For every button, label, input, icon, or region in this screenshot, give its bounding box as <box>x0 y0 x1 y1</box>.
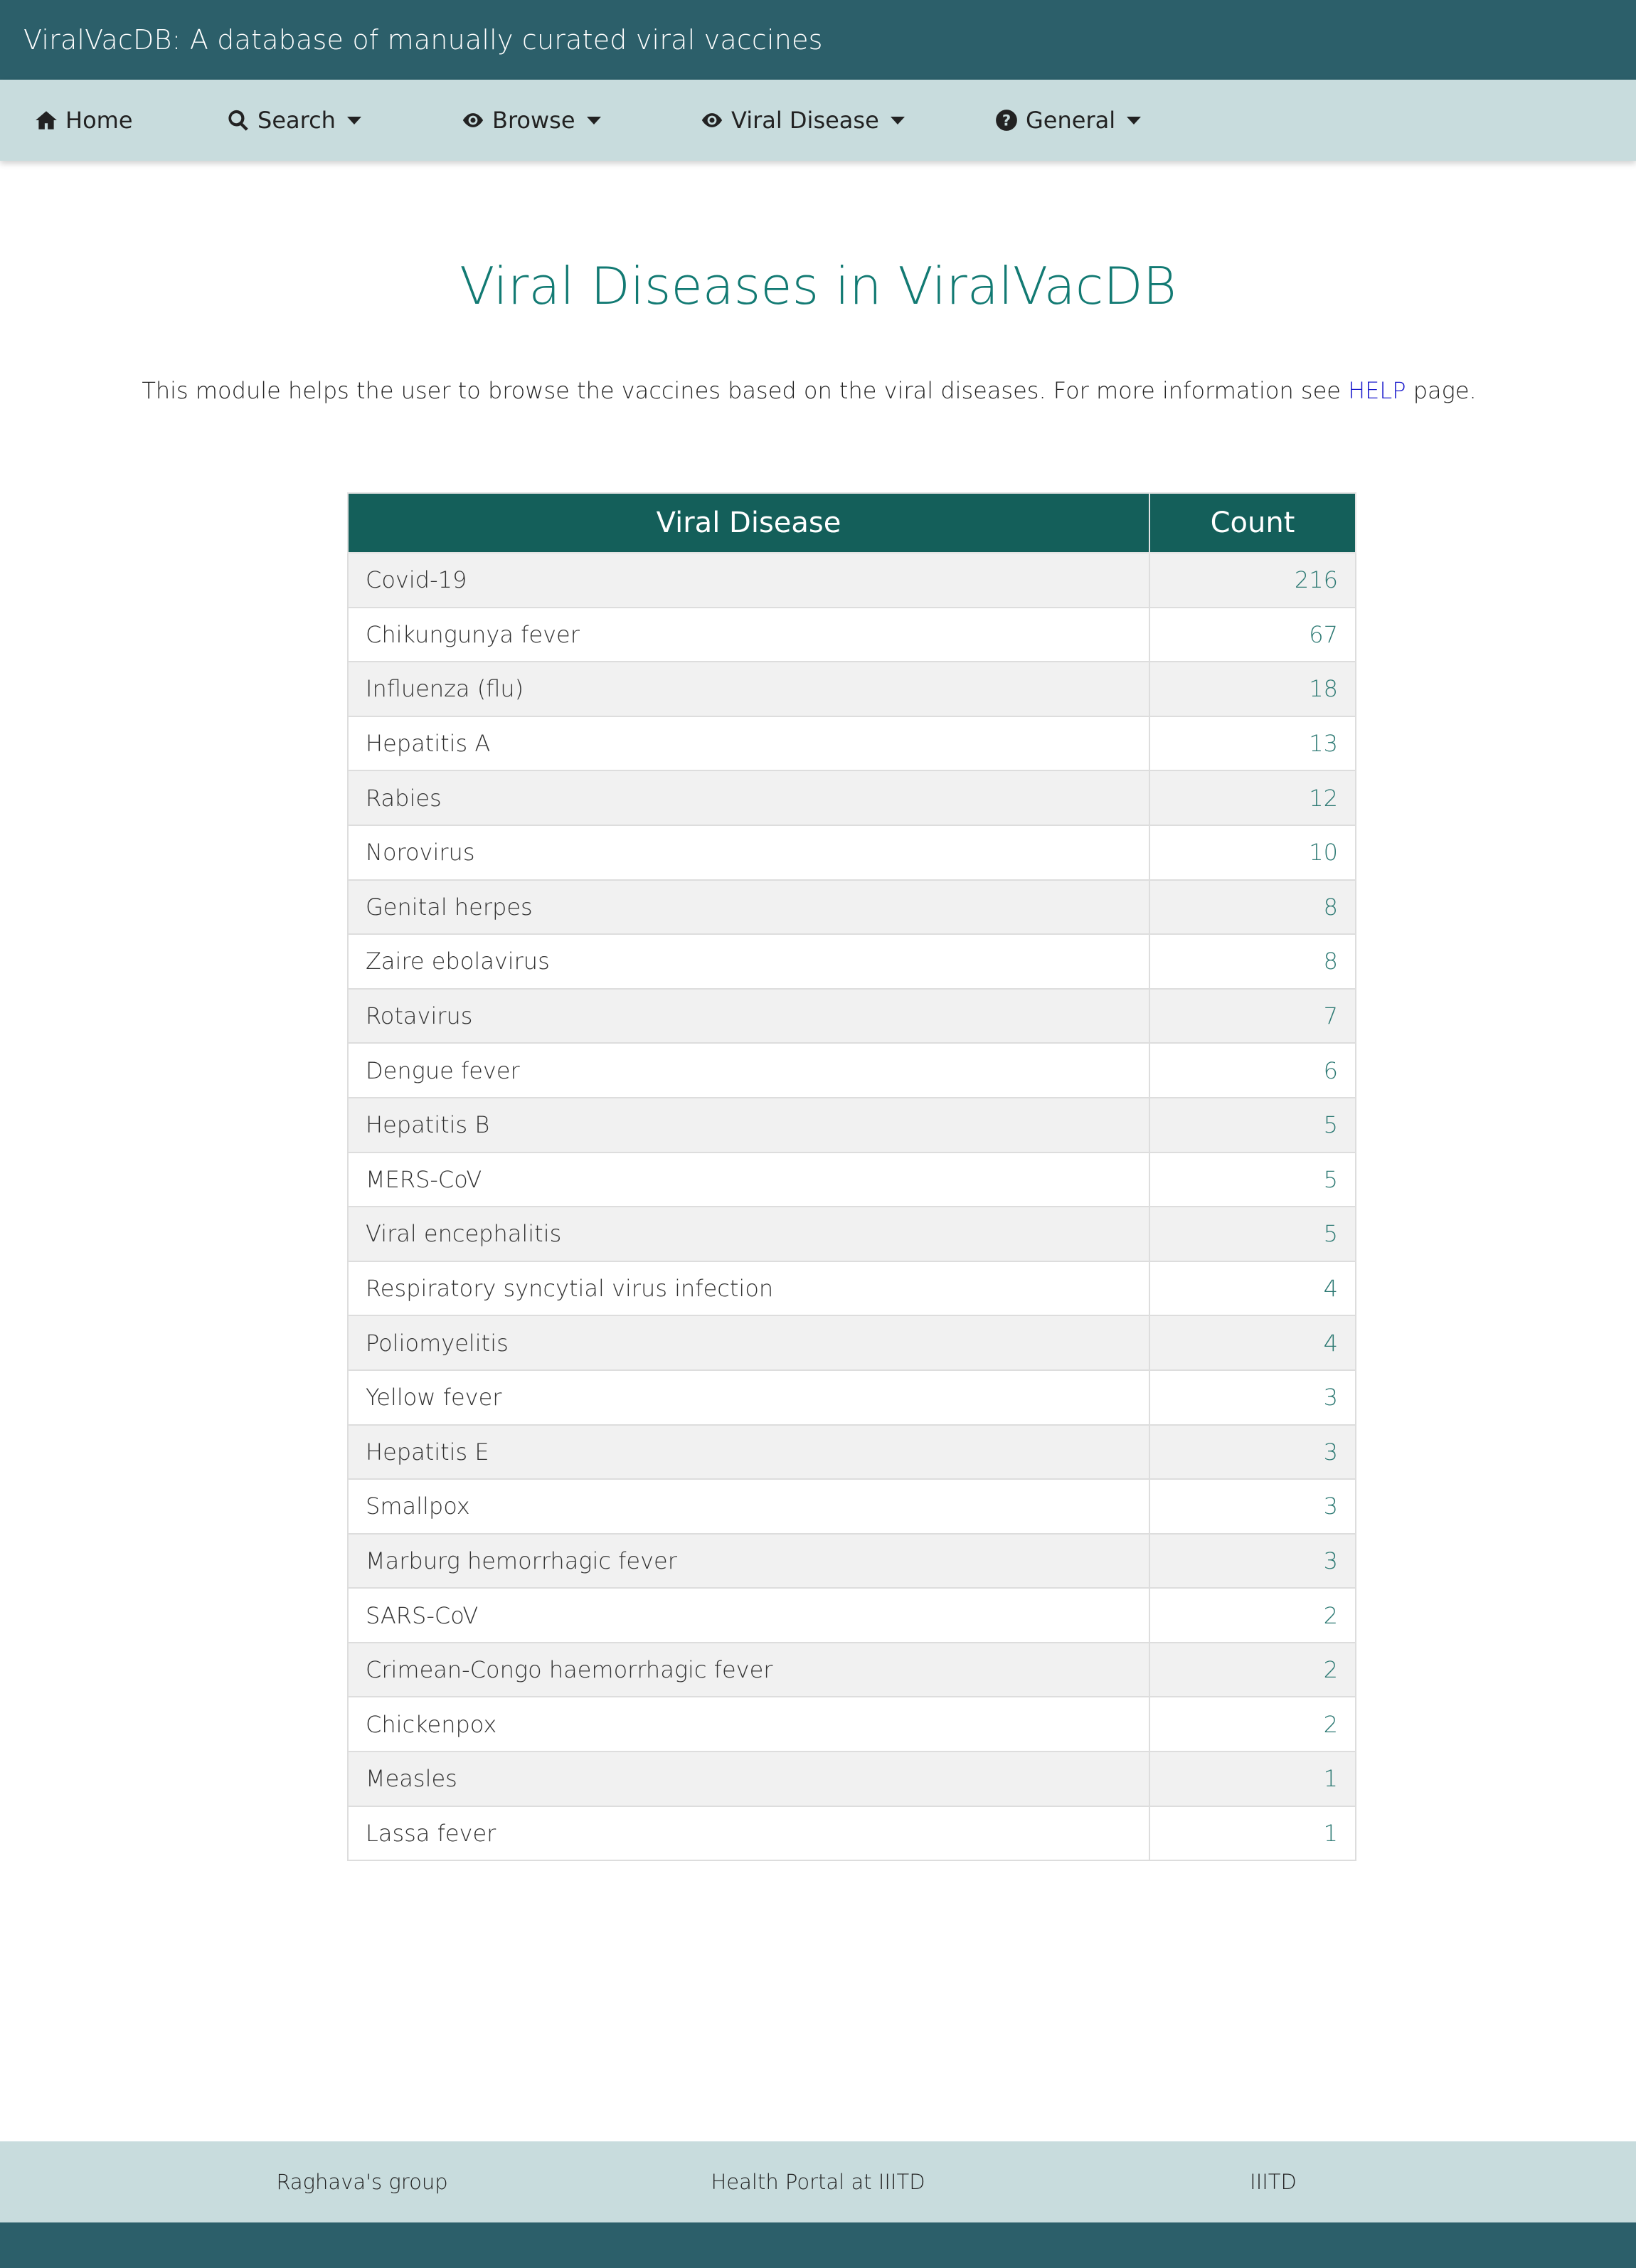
intro-text <box>0 377 1618 404</box>
vaccine-count-cell[interactable]: 7 <box>1149 989 1356 1044</box>
vaccine-count-cell[interactable]: 8 <box>1149 880 1356 935</box>
disease-name-cell[interactable]: Lassa fever <box>348 1806 1149 1861</box>
disease-name-cell[interactable]: Rotavirus <box>348 989 1149 1044</box>
nav-browse-dropdown[interactable] <box>461 80 601 161</box>
nav-viral-disease-dropdown[interactable] <box>700 80 905 161</box>
disease-name-cell[interactable]: Covid-19 <box>348 553 1149 608</box>
footer-link-raghava-group[interactable]: Raghava's group <box>276 2170 448 2194</box>
svg-text:?: ? <box>1002 112 1011 130</box>
vaccine-count-cell[interactable]: 18 <box>1149 662 1356 716</box>
vaccine-count-cell[interactable]: 5 <box>1149 1207 1356 1261</box>
footer <box>0 2141 1636 2222</box>
disease-name-cell[interactable]: Hepatitis B <box>348 1098 1149 1152</box>
table-row[interactable] <box>348 1697 1356 1752</box>
vaccine-count-cell[interactable]: 3 <box>1149 1479 1356 1534</box>
disease-name-cell[interactable]: Crimean-Congo haemorrhagic fever <box>348 1643 1149 1697</box>
disease-name-cell[interactable]: Norovirus <box>348 825 1149 880</box>
table-row[interactable] <box>348 989 1356 1044</box>
vaccine-count-cell[interactable]: 8 <box>1149 934 1356 989</box>
vaccine-count-cell[interactable]: 5 <box>1149 1152 1356 1207</box>
disease-name-cell[interactable]: Poliomyelitis <box>348 1315 1149 1370</box>
table-row[interactable] <box>348 825 1356 880</box>
chevron-down-icon <box>1127 117 1141 124</box>
site-title[interactable]: ViralVacDB: A database of manually curated viral vaccines <box>23 24 823 55</box>
chevron-down-icon <box>347 117 361 124</box>
table-row[interactable] <box>348 1098 1356 1152</box>
disease-name-cell[interactable]: Hepatitis E <box>348 1425 1149 1480</box>
vaccine-count-cell[interactable]: 2 <box>1149 1588 1356 1643</box>
nav-home[interactable] <box>34 80 133 161</box>
table-row[interactable] <box>348 770 1356 825</box>
home-icon <box>34 108 58 132</box>
table-row[interactable] <box>348 1370 1356 1425</box>
page-title: Viral Diseases in ViralVacDB <box>460 256 1176 316</box>
disease-name-cell[interactable]: Smallpox <box>348 1479 1149 1534</box>
table-header-row <box>348 493 1356 553</box>
table-row[interactable] <box>348 1588 1356 1643</box>
disease-name-cell[interactable]: MERS-CoV <box>348 1152 1149 1207</box>
nav-general-label: General <box>1026 107 1116 134</box>
nav-home-label: Home <box>65 107 133 134</box>
disease-name-cell[interactable]: Genital herpes <box>348 880 1149 935</box>
table-row[interactable] <box>348 662 1356 716</box>
nav-search-label: Search <box>257 107 336 134</box>
vaccine-count-cell[interactable]: 13 <box>1149 716 1356 771</box>
vaccine-count-cell[interactable]: 12 <box>1149 770 1356 825</box>
vaccine-count-cell[interactable]: 10 <box>1149 825 1356 880</box>
table-row[interactable] <box>348 1806 1356 1861</box>
table-row[interactable] <box>348 1752 1356 1806</box>
intro-text-after: page. <box>1406 377 1477 404</box>
table-row[interactable] <box>348 934 1356 989</box>
table-row[interactable] <box>348 1207 1356 1261</box>
table-row[interactable] <box>348 1534 1356 1589</box>
vaccine-count-cell[interactable]: 6 <box>1149 1043 1356 1098</box>
vaccine-count-cell[interactable]: 1 <box>1149 1806 1356 1861</box>
intro-text-before: This module helps the user to browse the vaccines based on the viral diseases. For more information see <box>142 377 1349 404</box>
help-link[interactable]: HELP <box>1348 377 1406 404</box>
footer-bottom-bar <box>0 2222 1636 2268</box>
table-row[interactable] <box>348 1043 1356 1098</box>
disease-name-cell[interactable]: Marburg hemorrhagic fever <box>348 1534 1149 1589</box>
disease-name-cell[interactable]: Measles <box>348 1752 1149 1806</box>
main-navbar <box>0 80 1636 161</box>
table-row[interactable] <box>348 716 1356 771</box>
vaccine-count-cell[interactable]: 4 <box>1149 1261 1356 1316</box>
table-row[interactable] <box>348 1315 1356 1370</box>
disease-name-cell[interactable]: Yellow fever <box>348 1370 1149 1425</box>
vaccine-count-cell[interactable]: 2 <box>1149 1697 1356 1752</box>
vaccine-count-cell[interactable]: 3 <box>1149 1425 1356 1480</box>
table-row[interactable] <box>348 1261 1356 1316</box>
disease-name-cell[interactable]: Zaire ebolavirus <box>348 934 1149 989</box>
disease-name-cell[interactable]: Influenza (flu) <box>348 662 1149 716</box>
disease-name-cell[interactable]: SARS-CoV <box>348 1588 1149 1643</box>
eye-icon <box>700 108 724 132</box>
footer-link-iiitd[interactable]: IIITD <box>1250 2170 1297 2194</box>
disease-name-cell[interactable]: Dengue fever <box>348 1043 1149 1098</box>
chevron-down-icon <box>587 117 601 124</box>
table-row[interactable] <box>348 608 1356 662</box>
table-row[interactable] <box>348 1425 1356 1480</box>
disease-name-cell[interactable]: Respiratory syncytial virus infection <box>348 1261 1149 1316</box>
viral-disease-table <box>347 492 1356 1861</box>
chevron-down-icon <box>891 117 905 124</box>
nav-search-dropdown[interactable] <box>226 80 361 161</box>
search-icon <box>226 108 250 132</box>
table-body <box>348 553 1356 1860</box>
disease-name-cell[interactable]: Rabies <box>348 770 1149 825</box>
disease-name-cell[interactable]: Chickenpox <box>348 1697 1149 1752</box>
vaccine-count-cell[interactable]: 216 <box>1149 553 1356 608</box>
vaccine-count-cell[interactable]: 67 <box>1149 608 1356 662</box>
disease-name-cell[interactable]: Hepatitis A <box>348 716 1149 771</box>
question-circle-icon <box>994 108 1019 132</box>
nav-viral-disease-label: Viral Disease <box>731 107 879 134</box>
top-header <box>0 0 1636 80</box>
vaccine-count-cell[interactable]: 1 <box>1149 1752 1356 1806</box>
table-row[interactable] <box>348 1152 1356 1207</box>
footer-link-health-portal[interactable]: Health Portal at IIITD <box>711 2170 925 2194</box>
table-row[interactable] <box>348 553 1356 608</box>
disease-name-cell[interactable]: Chikungunya fever <box>348 608 1149 662</box>
vaccine-count-cell[interactable]: 4 <box>1149 1315 1356 1370</box>
column-header-count[interactable]: Count <box>1149 493 1356 553</box>
disease-name-cell[interactable]: Viral encephalitis <box>348 1207 1149 1261</box>
table-row[interactable] <box>348 880 1356 935</box>
vaccine-count-cell[interactable]: 3 <box>1149 1534 1356 1589</box>
nav-general-dropdown[interactable] <box>994 80 1141 161</box>
vaccine-count-cell[interactable]: 2 <box>1149 1643 1356 1697</box>
table-row[interactable] <box>348 1643 1356 1697</box>
vaccine-count-cell[interactable]: 3 <box>1149 1370 1356 1425</box>
vaccine-count-cell[interactable]: 5 <box>1149 1098 1356 1152</box>
column-header-disease[interactable]: Viral Disease <box>348 493 1149 553</box>
table-row[interactable] <box>348 1479 1356 1534</box>
eye-icon <box>461 108 485 132</box>
nav-browse-label: Browse <box>492 107 575 134</box>
